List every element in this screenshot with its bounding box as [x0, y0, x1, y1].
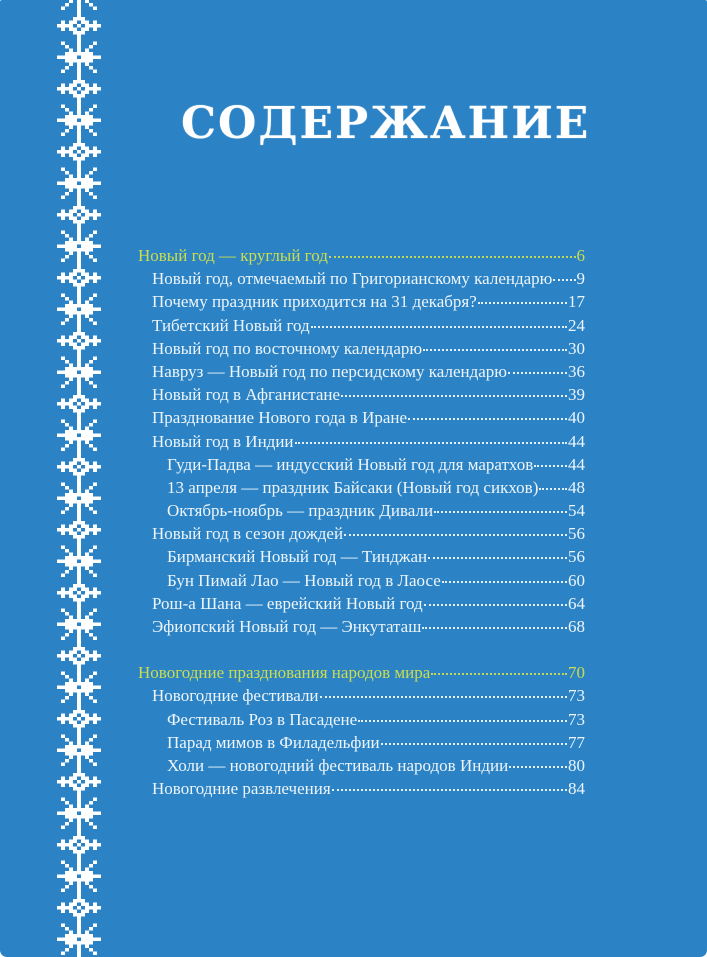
- dotted-leader: [508, 372, 567, 374]
- dotted-leader: [423, 349, 567, 351]
- toc-entry-page-number: 17: [568, 292, 585, 312]
- dotted-leader: [539, 488, 567, 490]
- toc-entry-title: Гуди-Падва — индусский Новый год для маратхов: [167, 454, 534, 474]
- dotted-leader: [320, 696, 567, 698]
- toc-entry: [138, 731, 585, 754]
- toc-entry-page-number: 48: [568, 477, 585, 497]
- toc-entry: [138, 244, 585, 267]
- dotted-leader: [381, 743, 567, 745]
- toc-entry-page-number: 44: [568, 454, 585, 474]
- toc-entry-page-number: 30: [568, 338, 585, 358]
- toc-entry-title: Почему праздник приходится на 31 декабря?: [152, 292, 477, 312]
- toc-entry-title: Парад мимов в Филадельфии: [167, 732, 380, 752]
- toc-entry: [138, 708, 585, 731]
- toc-entry-page-number: 24: [568, 315, 585, 335]
- toc-entry-title: Бирманский Новый год — Тинджан: [167, 547, 428, 567]
- toc-entry-title: Эфиопский Новый год — Энкутаташ: [152, 617, 422, 636]
- toc-entry-page-number: 73: [568, 709, 585, 729]
- toc-section: [138, 244, 585, 638]
- toc-entry: [138, 661, 585, 684]
- dotted-leader: [553, 279, 575, 281]
- toc-entry: [138, 476, 585, 499]
- toc-entry: [138, 406, 585, 429]
- dotted-leader: [311, 326, 567, 328]
- toc-entry-page-number: 70: [568, 663, 585, 683]
- dotted-leader: [341, 395, 567, 397]
- toc-entry-title: Новый год, отмечаемый по Григорианскому календарю: [152, 269, 553, 289]
- toc-entry-page-number: 80: [568, 755, 585, 775]
- toc-entry-page-number: 54: [568, 501, 585, 521]
- toc-entry: [138, 267, 585, 290]
- toc-entry: [138, 684, 585, 707]
- toc-entry-page-number: 44: [568, 431, 585, 451]
- toc-entry-page-number: 73: [568, 686, 585, 706]
- toc-entry: [138, 430, 585, 453]
- dotted-leader: [408, 418, 567, 420]
- dotted-leader: [332, 789, 567, 791]
- toc-entry-title: Новогодние фестивали: [152, 686, 319, 706]
- toc-section: [138, 661, 585, 800]
- toc-entry-page-number: 56: [568, 547, 585, 567]
- dotted-leader: [329, 256, 576, 258]
- toc-entry: [138, 569, 585, 592]
- toc-entry-page-number: 9: [576, 269, 585, 289]
- snowflake-ornament-band: [57, 0, 101, 957]
- page-title: СОДЕРЖАНИЕ: [181, 98, 591, 149]
- toc-entry-title: Тибетский Новый год: [152, 315, 310, 335]
- toc-entry-title: Новый год в сезон дождей: [152, 524, 344, 544]
- toc-entry-page-number: 60: [568, 570, 585, 590]
- toc-entry-title: Новый год в Афганистане: [152, 385, 341, 405]
- toc-entry-page-number: 84: [568, 779, 585, 799]
- toc-entry: [138, 453, 585, 476]
- toc-entry-title: Новый год в Индии: [152, 431, 294, 451]
- toc-entry: [138, 522, 585, 545]
- dotted-leader: [431, 673, 567, 675]
- toc-entry: [138, 545, 585, 568]
- toc-entry-title: Празднование Нового года в Иране: [152, 408, 408, 428]
- toc-entry-title: Бун Пимай Лао — Новый год в Лаосе: [167, 570, 441, 590]
- toc-entry-title: Новогодние празднования народов мира: [138, 663, 431, 683]
- toc-entry-page-number: 77: [568, 732, 585, 752]
- toc-entry-title: Октябрь-ноябрь — праздник Дивали: [167, 501, 434, 521]
- toc-entry-page-number: 36: [568, 361, 585, 381]
- toc-entry-page-number: 6: [576, 246, 585, 265]
- dotted-leader: [534, 465, 567, 467]
- toc-entry-title: Рош-а Шана — еврейский Новый год: [152, 593, 423, 613]
- toc-entry-page-number: 56: [568, 524, 585, 544]
- toc-entry: [138, 337, 585, 360]
- toc-entry-title: Новогодние развлечения: [152, 779, 331, 799]
- toc-entry-title: Навруз — Новый год по персидскому календарю: [152, 361, 507, 381]
- dotted-leader: [295, 442, 567, 444]
- dotted-leader: [509, 766, 567, 768]
- toc-entry: [138, 383, 585, 406]
- dotted-leader: [344, 534, 567, 536]
- dotted-leader: [442, 581, 567, 583]
- toc-entry: [138, 592, 585, 615]
- dotted-leader: [358, 720, 567, 722]
- toc-entry: [138, 360, 585, 383]
- toc-entry-page-number: 64: [568, 593, 585, 613]
- dotted-leader: [434, 511, 567, 513]
- toc-entry-page-number: 68: [568, 617, 585, 636]
- toc-entry: [138, 615, 585, 638]
- toc-entry: [138, 754, 585, 777]
- toc-entry: [138, 314, 585, 337]
- dotted-leader: [422, 627, 567, 629]
- toc-entry-title: Новый год по восточному календарю: [152, 338, 423, 358]
- toc-entry-title: Новый год — круглый год: [138, 246, 328, 265]
- toc-entry-title: Фестиваль Роз в Пасадене: [167, 709, 358, 729]
- toc-entry-title: Холи — новогодний фестиваль народов Индии: [167, 755, 509, 775]
- toc-entry-title: 13 апреля — праздник Байсаки (Новый год сикхов): [167, 477, 539, 497]
- dotted-leader: [428, 557, 567, 559]
- toc-entry: [138, 777, 585, 800]
- dotted-leader: [478, 302, 567, 304]
- dotted-leader: [424, 604, 567, 606]
- toc-entry: [138, 499, 585, 522]
- table-of-contents: [138, 244, 585, 800]
- toc-entry-page-number: 39: [568, 385, 585, 405]
- toc-entry: [138, 290, 585, 313]
- toc-entry-page-number: 40: [568, 408, 585, 428]
